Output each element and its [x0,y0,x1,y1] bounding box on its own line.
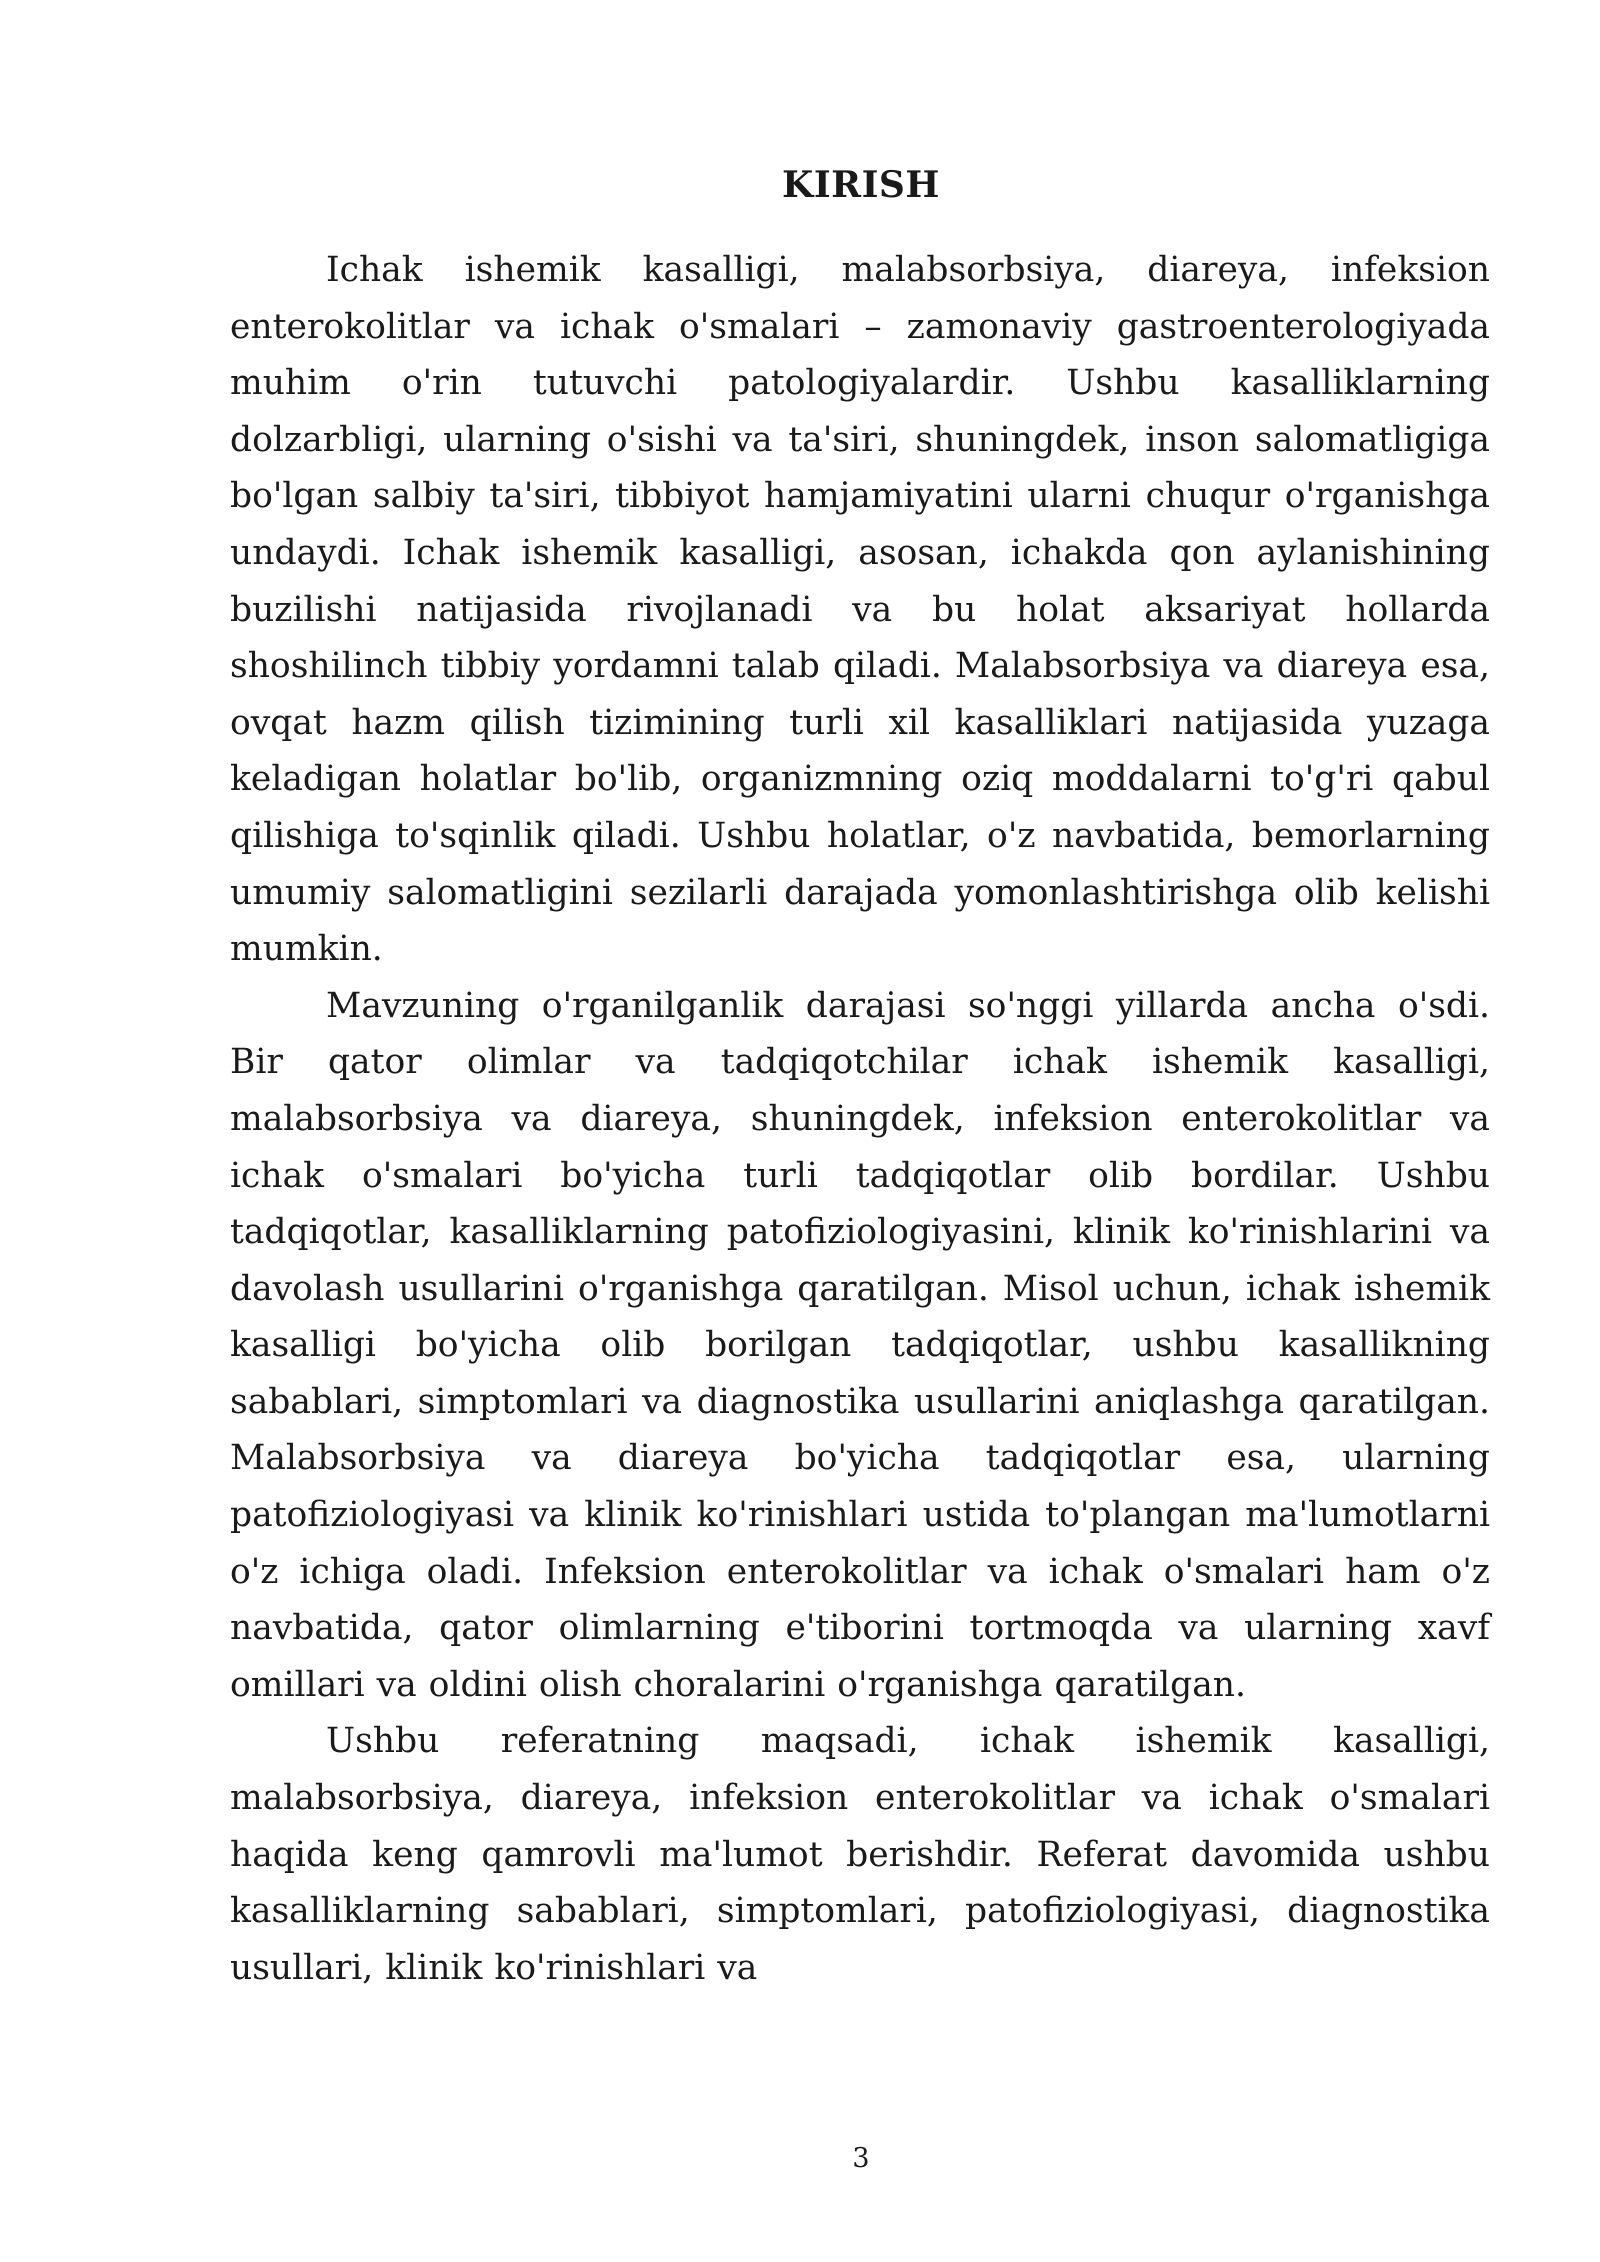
page-title: KIRISH [782,164,940,206]
paragraph-2: Mavzuning o'rganilganlik darajasi so'nggi yillarda ancha o'sdi. Bir qator olimlar va tadqiqotchilar ichak ishemik kasalligi, malabsorbsiya va diareya, shuningdek, infeksion enterokolitlar va ichak o'smalari bo'yicha turli tadqiqotlar olib bordilar. Ushbu tadqiqotlar, kasalliklarning patofiziologiyasini, klinik ko'rinishlarini va davolash usullarini o'rganishga qaratilgan. Misol uchun, ichak ishemik kasalligi bo'yicha olib borilgan tadqiqotlar, ushbu kasallikning sabablari, simptomlari va diagnostika usullarini aniqlashga qaratilgan. Malabsorbsiya va diareya bo'yicha tadqiqotlar esa, ularning patofiziologiyasi va klinik ko'rinishlari ustida to'plangan ma'lumotlarni o'z ichiga oladi. Infeksion enterokolitlar va ichak o'smalari ham o'z navbatida, qator olimlarning e'tiborini tortmoqda va ularning xavf omillari va oldini olish choralarini o'rganishga qaratilgan. [230,985,1490,1705]
paragraph-3: Ushbu referatning maqsadi, ichak ishemik kasalligi, malabsorbsiya, diareya, infeksion enterokolitlar va ichak o'smalari haqida keng qamrovli ma'lumot berishdir. Referat davomida ushbu kasalliklarning sabablari, simptomlari, patofiziologiyasi, diagnostika usullari, klinik ko'rinishlari va [230,1721,1490,1988]
page-number: 3 [852,2143,870,2174]
paragraph-1: Ichak ishemik kasalligi, malabsorbsiya, diareya, infeksion enterokolitlar va ichak o'smalari – zamonaviy gastroenterologiyada muhim o'rin tutuvchi patologiyalardir. Ushbu kasalliklarning dolzarbligi, ularning o'sishi va ta'siri, shuningdek, inson salomatligiga bo'lgan salbiy ta'siri, tibbiyot hamjamiyatini ularni chuqur o'rganishga undaydi. Ichak ishemik kasalligi, asosan, ichakda qon aylanishining buzilishi natijasida rivojlanadi va bu holat aksariyat hollarda shoshilinch tibbiy yordamni talab qiladi. Malabsorbsiya va diareya esa, ovqat hazm qilish tizimining turli xil kasalliklari natijasida yuzaga keladigan holatlar bo'lib, organizmning oziq moddalarni to'g'ri qabul qilishiga to'sqinlik qiladi. Ushbu holatlar, o'z navbatida, bemorlarning umumiy salomatligini sezilarli darajada yomonlashtirishga olib kelishi mumkin. [230,250,1490,970]
body-text [230,242,1490,1996]
